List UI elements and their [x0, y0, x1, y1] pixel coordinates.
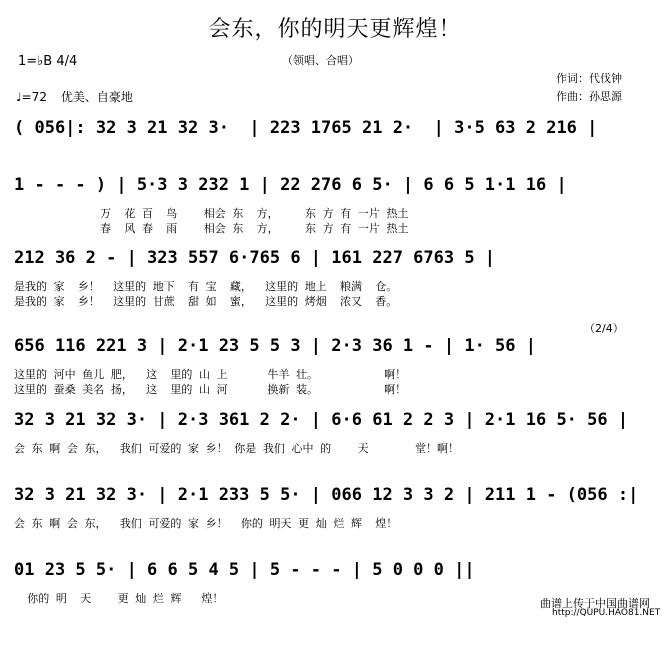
jianpu-notes: ( 056|: 32 3 21 32 3· | 223 1765 21 2· | 3·5 63 2 216 | [14, 118, 598, 138]
lyrics-verse-1: 万 花 百 鸟 相会 东 方， 东 方 有 一片 热土 [14, 207, 409, 220]
jianpu-notes: 01 23 5 5· | 6 6 5 4 5 | 5 - - - | 5 0 0 0 || [14, 560, 475, 580]
jianpu-notes: 1 - - - ) | 5·3 3 232 1 | 22 276 6 5· | 6 6 5 1·1 16 | [14, 175, 567, 195]
beam-lines [0, 175, 670, 205]
lyrics-verse-2: 春 风 春 雨 相会 东 方， 东 方 有 一片 热土 [14, 222, 409, 235]
notation-row [0, 560, 670, 656]
time-change-mark: （2/4） [584, 322, 624, 335]
lyrics-verse-2: 是我的 家 乡！ 这里的 甘蔗 甜 如 蜜， 这里的 烤烟 浓又 香。 [14, 295, 398, 308]
tempo-value: ♩=72 [16, 90, 47, 104]
key-signature: 1=♭B 4/4 [18, 54, 78, 69]
beam-lines [0, 118, 670, 148]
beam-lines [0, 560, 670, 590]
notation-row [0, 248, 670, 344]
song-title: 会东，你的明天更辉煌！ [208, 17, 462, 42]
beam-lines [0, 410, 670, 440]
beam-lines [0, 336, 670, 366]
tempo-mark [16, 88, 133, 105]
jianpu-notes: 212 36 2 - | 323 557 6·765 6 | 161 227 6763 5 | [14, 248, 496, 268]
beam-lines [0, 485, 670, 515]
jianpu-notes: 32 3 21 32 3· | 2·3 361 2 2· | 6·6 61 2 2 3 | 2·1 16 5· 56 | [14, 410, 629, 430]
footer-site-name: 曲谱上传于中国曲谱网 [540, 597, 650, 610]
lyrics-verse-1: 会 东 啊 会 东， 我们 可爱的 家 乡！ 你是 我们 心中 的 天 堂！啊！ [14, 442, 459, 455]
jianpu-notes: 656 116 221 3 | 2·1 23 5 5 3 | 2·3 36 1 - | 1· 56 | [14, 336, 536, 356]
footer-url: http://QUPU.HAO81.NET [552, 608, 661, 618]
lyrics-verse-2: 这里的 蚕桑 美名 扬， 这 里的 山 河 换新 装。 啊！ [14, 383, 407, 396]
expression-mark: 优美、自豪地 [60, 90, 133, 104]
lyrics-verse-1: 是我的 家 乡！ 这里的 地下 有 宝 藏， 这里的 地上 粮满 仓。 [14, 280, 398, 293]
lyrics-verse-1: 你的 明 天 更 灿 烂 辉 煌！ [14, 592, 224, 605]
subtitle: （领唱、合唱） [282, 54, 359, 67]
composer-credit: 作曲：孙思源 [556, 90, 622, 103]
lyricist-credit: 作词：代伐钟 [556, 72, 622, 85]
jianpu-notes: 32 3 21 32 3· | 2·1 233 5 5· | 066 12 3 3 2 | 211 1 - (056 :| [14, 485, 639, 505]
lyrics-verse-1: 会 东 啊 会 东， 我们 可爱的 家 乡！ 你的 明天 更 灿 烂 辉 煌！ [14, 517, 398, 530]
beam-lines [0, 248, 670, 278]
lyrics-verse-1: 这里的 河中 鱼儿 肥， 这 里的 山 上 牛羊 壮。 啊！ [14, 368, 407, 381]
